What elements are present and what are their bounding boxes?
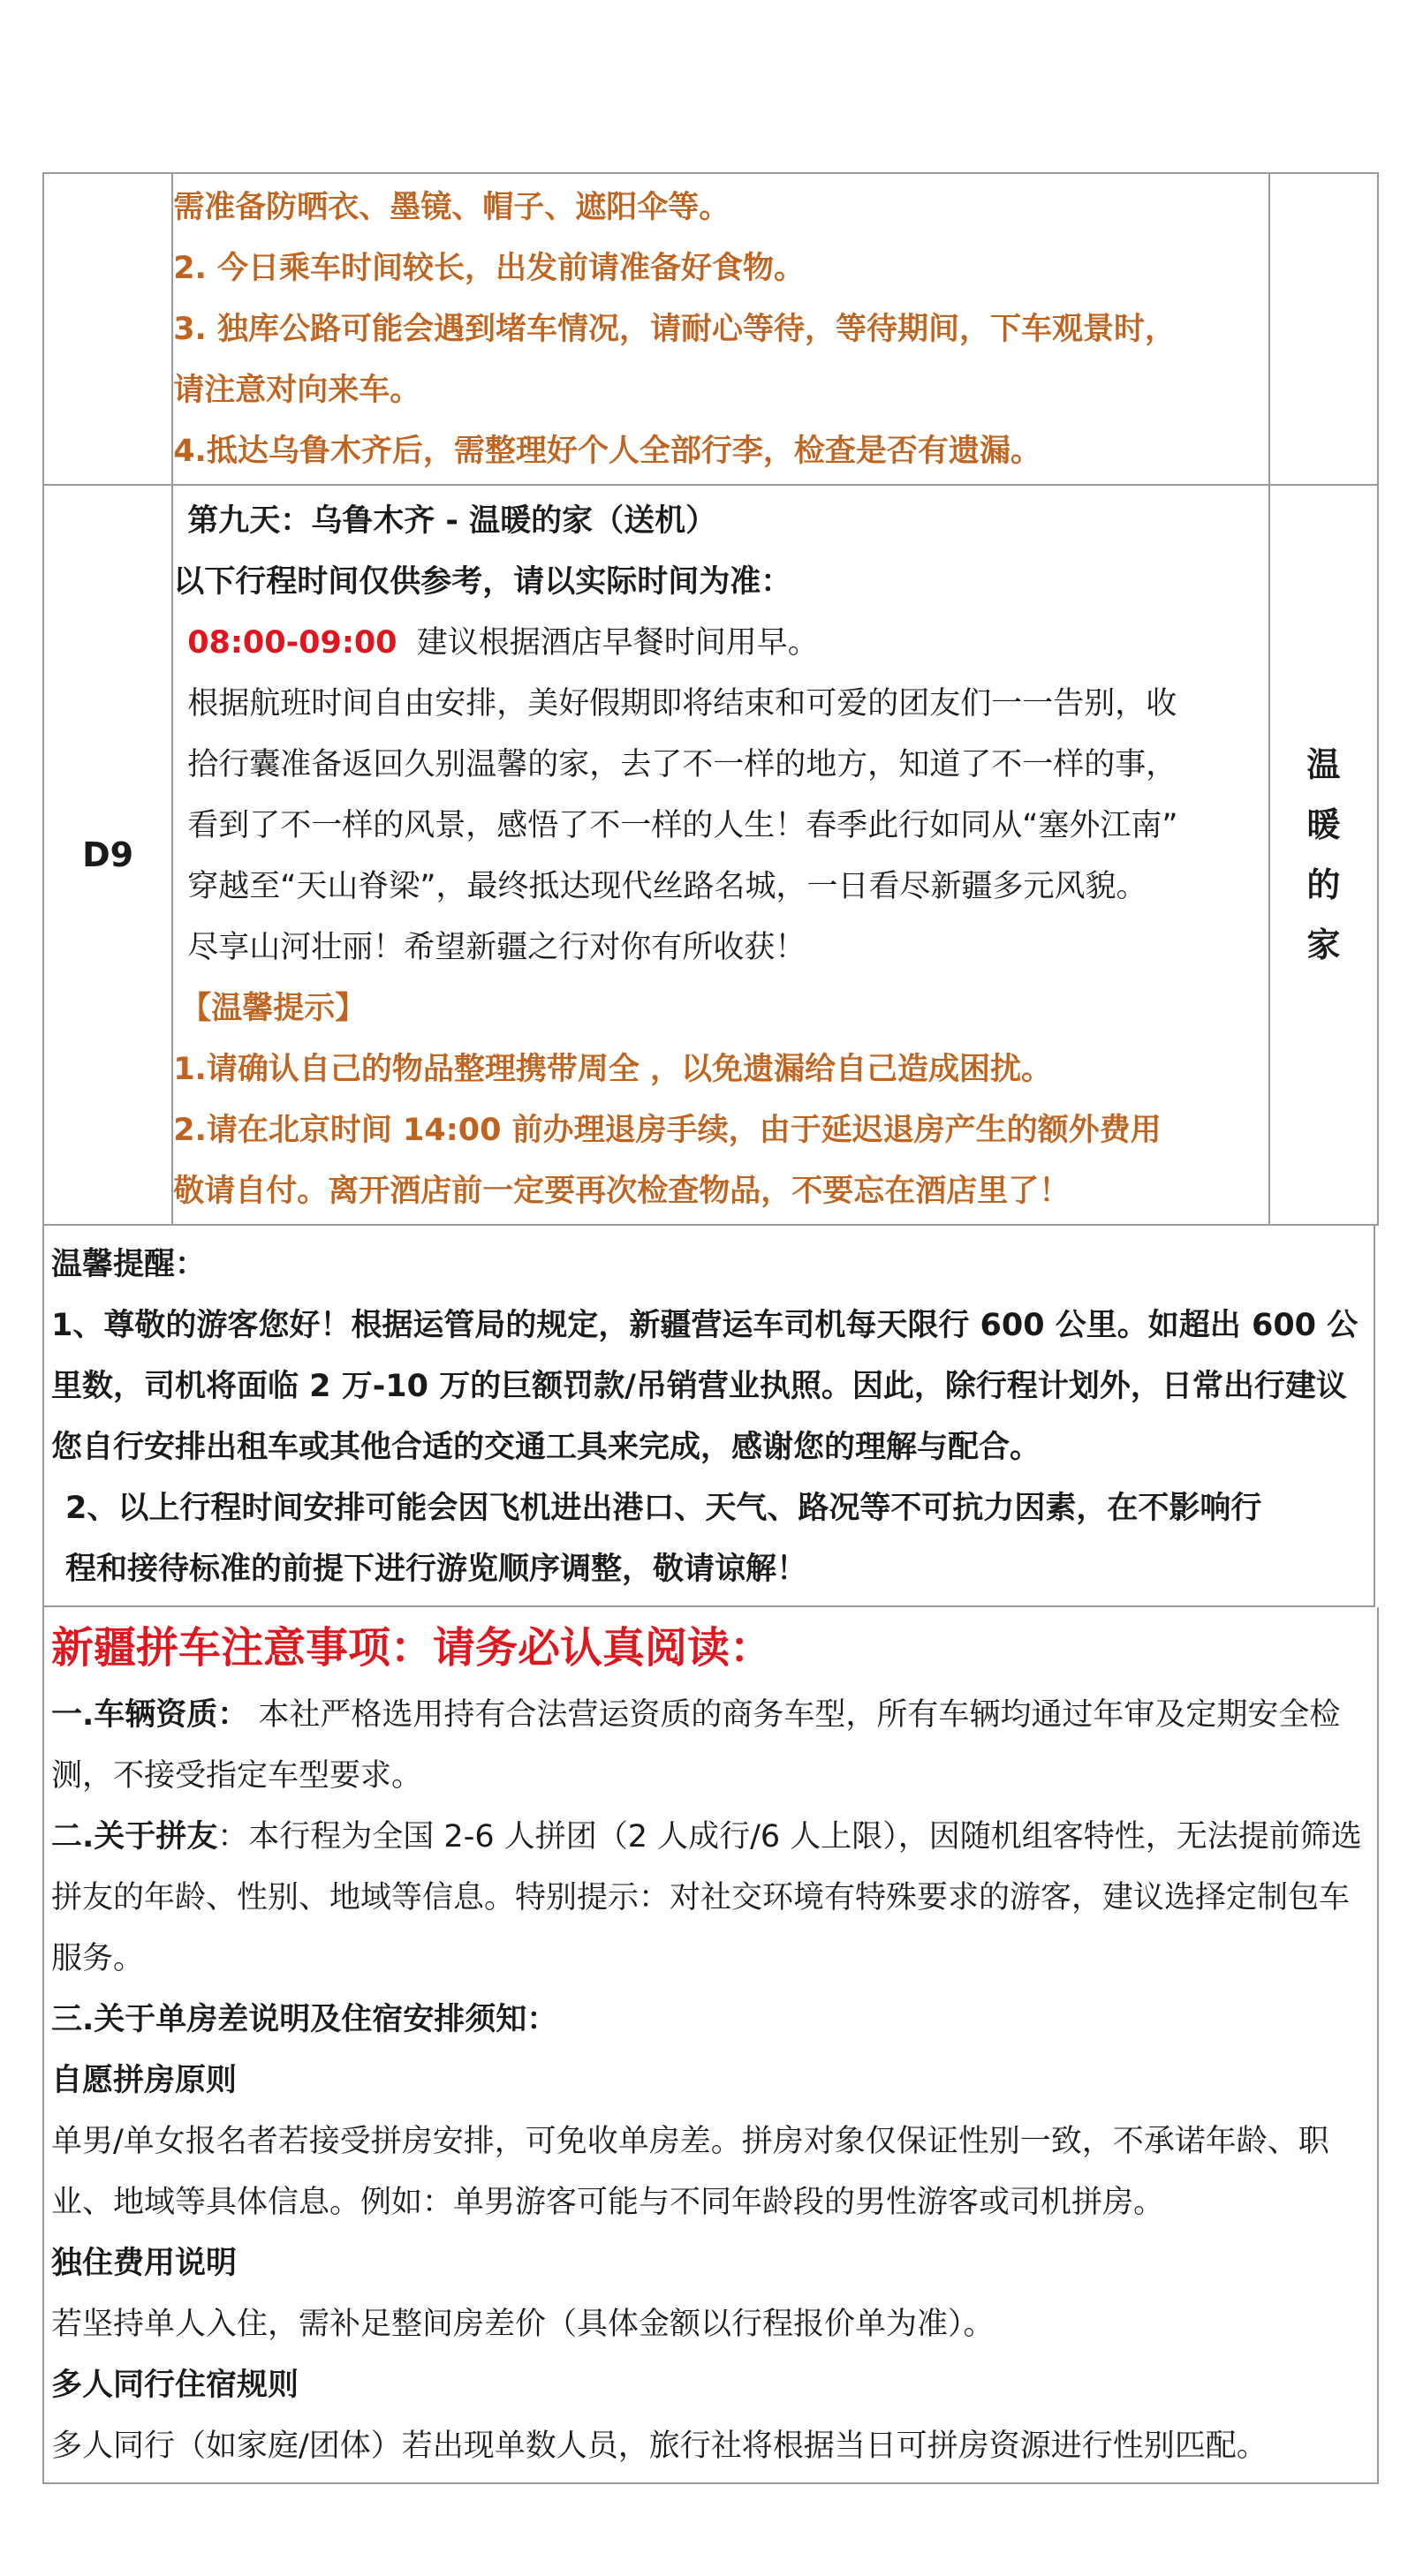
day-title: 第九天：乌鲁木齐 - 温暖的家（送机） xyxy=(187,503,717,539)
schedule-line xyxy=(173,613,1268,674)
note-line: 2. 今日乘车时间较长，出发前请准备好食物。 xyxy=(173,251,806,286)
schedule-text: 建议根据酒店早餐时间用早。 xyxy=(416,625,819,661)
destination-char: 温 xyxy=(1306,745,1341,784)
itinerary-page xyxy=(42,172,1379,2484)
d8-notes-cell xyxy=(172,173,1269,485)
section-label: 一.车辆资质： xyxy=(51,1697,249,1733)
destination-char: 的 xyxy=(1306,865,1341,904)
destination-char: 暖 xyxy=(1306,805,1341,844)
carpool-partners xyxy=(51,1807,1377,1990)
section-label: 二.关于拼友 xyxy=(51,1819,218,1855)
body-line: 看到了不一样的风景，感悟了不一样的人生！春季此行如同从“塞外江南” xyxy=(187,808,1178,843)
note-line: 4.抵达乌鲁木齐后，需整理好个人全部行李，检查是否有遗漏。 xyxy=(173,434,1041,469)
day-cell-empty xyxy=(43,173,172,485)
body-line: 尽享山河壮丽！希望新疆之行对你有所收获！ xyxy=(187,930,806,965)
tips-title: 【温馨提示】 xyxy=(180,991,367,1026)
section-text: 本社严格选用持有合法营运资质的商务车型，所有车辆均通过年审及定期安全检测，不接受指定车型要求。 xyxy=(51,1697,1341,1794)
subheading: 独住费用说明 xyxy=(51,2246,238,2281)
table-row-d8-notes xyxy=(43,173,1378,485)
note-line: 需准备防晒衣、墨镜、帽子、遮阳伞等。 xyxy=(173,190,730,225)
body-line: 拾行囊准备返回久别温馨的家，去了不一样的地方，知道了不一样的事， xyxy=(187,747,1177,782)
schedule-time: 08:00-09:00 xyxy=(187,625,397,661)
tip-line: 1.请确认自己的物品整理携带周全 ，以免遗漏给自己造成困扰。 xyxy=(173,1052,1053,1087)
paragraph: 多人同行（如家庭/团体）若出现单数人员，旅行社将根据当日可拼房资源进行性别匹配。 xyxy=(51,2429,1268,2464)
time-disclaimer: 以下行程时间仅供参考，请以实际时间为准： xyxy=(173,564,792,600)
reminder-item: 程和接待标准的前提下进行游览顺序调整，敬请谅解！ xyxy=(65,1552,808,1587)
body-line: 穿越至“天山脊梁”，最终抵达现代丝路名城，一日看尽新疆多元风貌。 xyxy=(187,869,1147,904)
reminder-item: 2、以上行程时间安排可能会因飞机进出港口、天气、路况等不可抗力因素，在不影响行 xyxy=(65,1491,1262,1526)
carpool-notice-section xyxy=(42,1607,1379,2484)
subheading: 多人同行住宿规则 xyxy=(51,2368,299,2403)
note-line: 3. 独库公路可能会遇到堵车情况，请耐心等待，等待期间，下车观景时， xyxy=(173,312,1177,347)
subheading: 自愿拼房原则 xyxy=(51,2063,238,2098)
tip-line: 敬请自付。离开酒店前一定要再次检查物品，不要忘在酒店里了！ xyxy=(173,1174,1071,1209)
paragraph: 若坚持单人入住，需补足整间房差价（具体金额以行程报价单为准）。 xyxy=(51,2307,995,2342)
side-cell-empty xyxy=(1269,173,1378,485)
reminder-item: 1、尊敬的游客您好！根据运管局的规定，新疆营运车司机每天限行 600 公里。如超出 600 公里数，司机将面临 2 万-10 万的巨额罚款/吊销营业执照。因此，除行程计划外，日常出行建议您自行安排出租车或其他合适的交通工具来完成，感谢您的理解与配合。 xyxy=(51,1308,1359,1465)
reminder-title: 温馨提醒： xyxy=(51,1247,207,1282)
destination-char: 家 xyxy=(1306,925,1341,964)
reminder-box xyxy=(42,1226,1375,1607)
body-line: 根据航班时间自由安排，美好假期即将结束和可爱的团友们一一告别，收 xyxy=(187,686,1177,721)
paragraph: 单男/单女报名者若接受拼房安排，可免收单房差。拼房对象仅保证性别一致，不承诺年龄、职业、地域等具体信息。例如：单男游客可能与不同年龄段的男性游客或司机拼房。 xyxy=(51,2124,1329,2220)
destination-label xyxy=(1269,485,1378,1225)
itinerary-table xyxy=(42,172,1379,1226)
section-title: 新疆拼车注意事项：请务必认真阅读： xyxy=(51,1623,773,1673)
tip-line: 2.请在北京时间 14:00 前办理退房手续，由于延迟退房产生的额外费用 xyxy=(173,1113,1162,1148)
note-line: 请注意对向来车。 xyxy=(173,373,421,408)
table-row-d9 xyxy=(43,485,1378,1225)
section-heading: 三.关于单房差说明及住宿安排须知： xyxy=(51,2002,558,2037)
section-text: ：本行程为全国 2-6 人拼团（2 人成行/6 人上限），因随机组客特性，无法提前筛选拼友的年龄、性别、地域等信息。特别提示：对社交环境有特殊要求的游客，建议选择定制包车服务。 xyxy=(51,1819,1362,1976)
vehicle-qualification xyxy=(51,1685,1377,1807)
d9-content-cell xyxy=(172,485,1269,1225)
day-label: D9 xyxy=(43,485,172,1225)
